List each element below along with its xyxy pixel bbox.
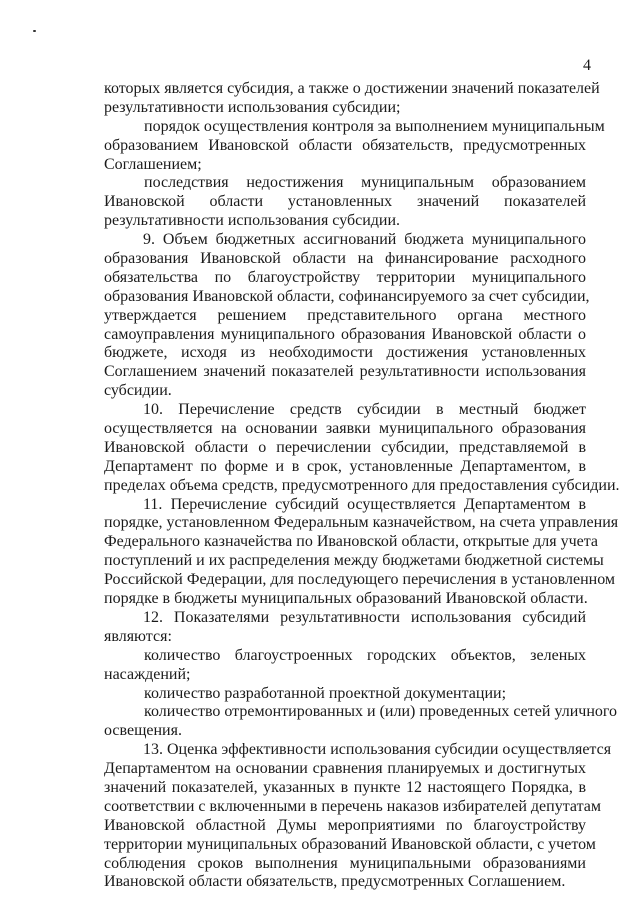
text-line: порядке, установленном Федеральным казначейством, на счета управления bbox=[104, 514, 619, 532]
text-line: результативности использования субсидии; bbox=[104, 98, 401, 116]
text-line: поступлений и их распределения между бюджетами бюджетной системы bbox=[104, 552, 604, 570]
text-line: Ивановской области о перечислении субсидии, представляемой в bbox=[104, 438, 586, 456]
text-line: Департаментом на основании сравнения планируемых и достигнутых bbox=[104, 760, 586, 778]
text-line: Ивановской области обязательств, предусмотренных Соглашением. bbox=[104, 873, 566, 891]
text-line: результативности использования субсидии. bbox=[104, 212, 401, 230]
text-line: утверждается решением представительного органа местного bbox=[104, 306, 586, 324]
text-line: насаждений; bbox=[104, 665, 191, 683]
text-line: Департамент по форме и в срок, установленные Департаментом, в bbox=[104, 457, 586, 475]
text-line: бюджете, исходя из необходимости достижения установленных bbox=[104, 344, 586, 362]
text-line: образованием Ивановской области обязательств, предусмотренных bbox=[104, 136, 586, 154]
text-line: порядок осуществления контроля за выполнением муниципальным bbox=[144, 117, 605, 135]
text-line: Соглашением значений показателей результативности использования bbox=[104, 363, 586, 381]
text-line: которых является субсидия, а также о достижении значений показателей bbox=[104, 80, 600, 97]
text-line: Соглашением; bbox=[104, 155, 202, 173]
text-line: образования Ивановской области, софинансируемого за счет субсидии, bbox=[104, 287, 590, 305]
text-line: количество благоустроенных городских объектов, зеленых bbox=[144, 646, 586, 664]
text-line: образования Ивановской области на финансирование расходного bbox=[104, 250, 586, 268]
text-line: количество разработанной проектной документации; bbox=[144, 684, 507, 702]
text-line: соблюдения сроков выполнения муниципальными образованиями bbox=[104, 854, 586, 872]
text-line: осуществляется на основании заявки муниципального образования bbox=[104, 420, 586, 438]
text-line: 10. Перечисление средств субсидии в местный бюджет bbox=[143, 401, 586, 419]
text-line: Ивановской области установленных значений показателей bbox=[104, 193, 586, 211]
text-line: количество отремонтированных и (или) проведенных сетей уличного bbox=[144, 703, 618, 721]
text-line: последствия недостижения муниципальным образованием bbox=[144, 174, 586, 192]
text-line: освещения. bbox=[104, 722, 182, 740]
text-line: самоуправления муниципального образования Ивановской области о bbox=[104, 325, 586, 343]
text-line: соответствии с включенными в перечень наказов избирателей депутатам bbox=[104, 797, 601, 815]
text-line: значений показателей, указанных в пункте 12 настоящего Порядка, в bbox=[104, 778, 586, 796]
scan-speck bbox=[33, 30, 36, 32]
text-line: 9. Объем бюджетных ассигнований бюджета муниципального bbox=[143, 231, 586, 249]
text-line: 11. Перечисление субсидий осуществляется Департаментом в bbox=[143, 495, 586, 513]
text-line: субсидии. bbox=[104, 382, 172, 400]
text-line: 13. Оценка эффективности использования субсидии осуществляется bbox=[143, 741, 612, 759]
text-line: Ивановской областной Думы мероприятиями по благоустройству bbox=[104, 816, 586, 834]
text-line: 12. Показателями результативности использования субсидий bbox=[143, 608, 586, 626]
text-line: порядке в бюджеты муниципальных образований Ивановской области. bbox=[104, 590, 588, 608]
text-line: являются: bbox=[104, 627, 172, 645]
document-body bbox=[104, 80, 620, 892]
text-line: Российской Федерации, для последующего перечисления в установленном bbox=[104, 571, 616, 589]
text-line: обязательства по благоустройству территории муниципального bbox=[104, 268, 586, 286]
page-number: 4 bbox=[583, 57, 591, 74]
text-line: территории муниципальных образований Ивановской области, с учетом bbox=[104, 835, 596, 853]
text-line: Федерального казначейства по Ивановской области, открытые для учета bbox=[104, 533, 599, 551]
text-line: пределах объема средств, предусмотренного для предоставления субсидии. bbox=[104, 476, 620, 494]
